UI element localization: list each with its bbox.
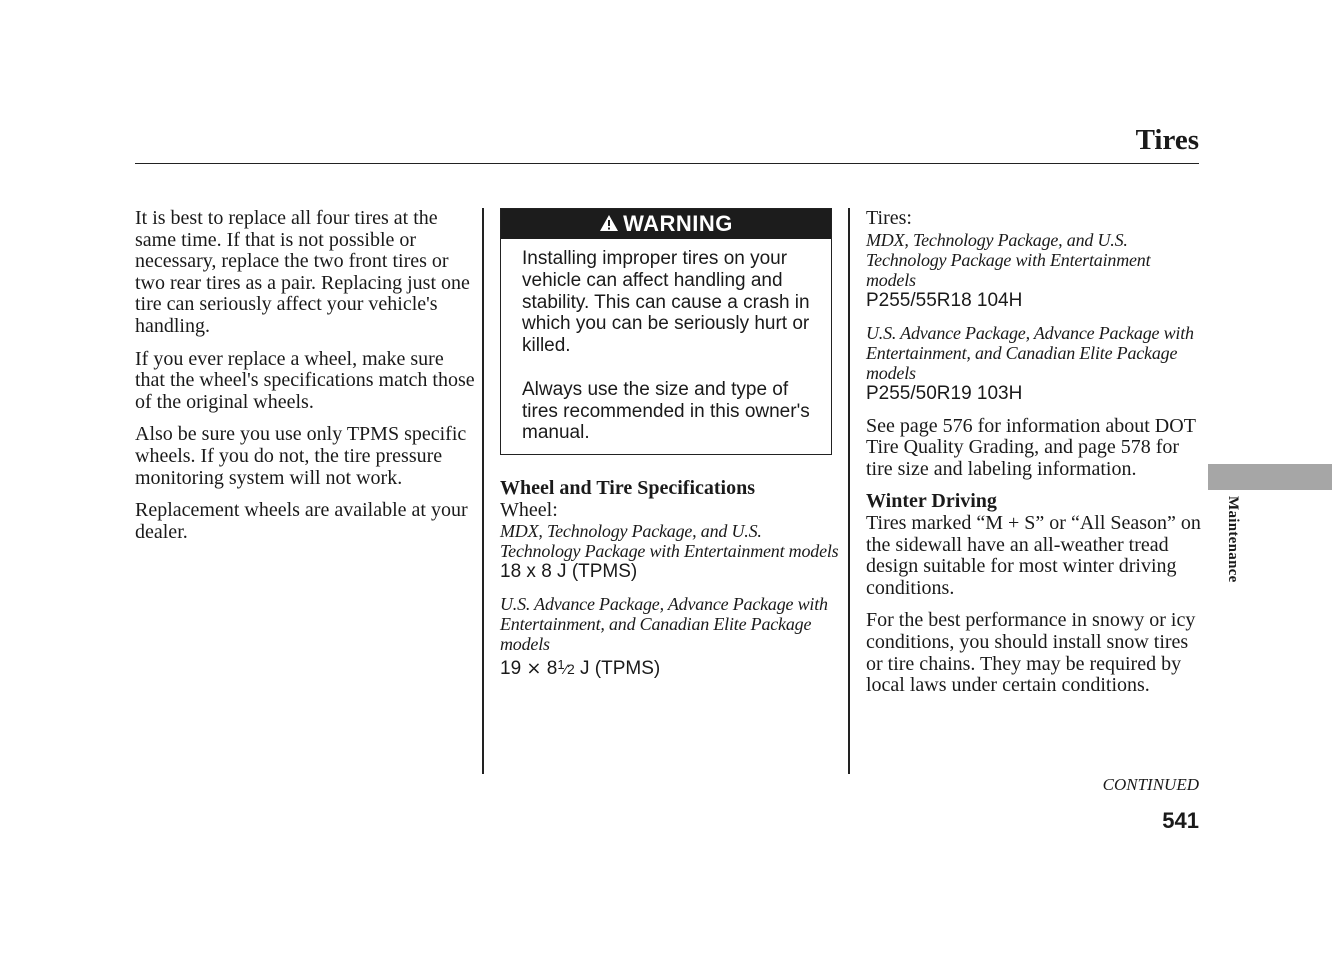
column-left xyxy=(135,208,475,554)
specs-section xyxy=(500,478,840,680)
continued-label: CONTINUED xyxy=(1102,775,1199,794)
winter-driving-heading: Winter Driving xyxy=(866,490,997,513)
wheel-model-1: MDX, Technology Package, and U.S. Technology Package with Entertainment models xyxy=(500,521,839,562)
warning-text-2: Always use the size and type of tires recommended in this owner's manual. xyxy=(522,378,810,444)
times-symbol: × xyxy=(526,658,542,680)
wheel-spec-2-prefix: 19 xyxy=(500,658,522,680)
wheel-label: Wheel: xyxy=(500,498,558,521)
header-rule xyxy=(135,163,1199,164)
warning-body xyxy=(501,239,831,454)
warning-text-1: Installing improper tires on your vehicle can affect handling and stability. This can cause a crash in which you can be seriously hurt or killed. xyxy=(522,248,810,357)
section-tab-label: Maintenance xyxy=(1225,496,1241,583)
column-right xyxy=(866,208,1202,708)
paragraph-tpms-wheels: Also be sure you use only TPMS specific wheels. If you do not, the tire pressure monitoring system will not work. xyxy=(135,423,467,489)
specs-heading: Wheel and Tire Specifications xyxy=(500,477,756,500)
paragraph-winter-1: Tires marked “M + S” or “All Season” on the sidewall have an all-weather tread design suitable for most winter driving conditions. xyxy=(866,511,1201,599)
wheel-spec-2 xyxy=(500,654,840,680)
fraction-numerator: 1 xyxy=(557,657,565,673)
tire-spec-1: P255/55R18 104H xyxy=(866,289,1023,311)
column-middle xyxy=(500,208,840,691)
column-divider-right xyxy=(848,208,850,774)
fraction-denominator: 2 xyxy=(566,661,575,678)
column-divider-left xyxy=(482,208,484,774)
tire-spec-2: P255/50R19 103H xyxy=(866,382,1023,404)
wheel-spec-2-whole: 8 xyxy=(546,658,558,680)
section-tab xyxy=(1208,464,1332,490)
tire-model-1: MDX, Technology Package, and U.S. Technology Package with Entertainment models xyxy=(866,229,1151,290)
paragraph-winter-2: For the best performance in snowy or icy conditions, you should install snow tires or tire chains. They may be required by local laws under certain conditions. xyxy=(866,609,1196,697)
tire-model-2: U.S. Advance Package, Advance Package with Entertainment, and Canadian Elite Package models xyxy=(866,322,1194,383)
page-title: Tires xyxy=(1135,124,1199,156)
page-number: 541 xyxy=(1162,808,1199,833)
tires-label: Tires: xyxy=(866,207,912,229)
wheel-spec-2-fraction: $^1$⁄2 xyxy=(557,657,575,678)
warning-box xyxy=(500,208,832,455)
warning-header xyxy=(501,209,831,239)
wheel-model-2: U.S. Advance Package, Advance Package with Entertainment, and Canadian Elite Package models xyxy=(500,594,828,655)
paragraph-dealer: Replacement wheels are available at your dealer. xyxy=(135,499,468,543)
paragraph-replace-wheel: If you ever replace a wheel, make sure that the wheel's specifications match those of the original wheels. xyxy=(135,347,475,413)
warning-triangle-icon xyxy=(599,210,619,240)
paragraph-replace-tires: It is best to replace all four tires at the same time. If that is not possible or necessary, replace the two front tires or two rear tires as a pair. Replacing just one tire can seriously affect your vehicle's handling. xyxy=(135,207,470,337)
warning-heading: WARNING xyxy=(623,211,733,236)
wheel-spec-1: 18 x 8 J (TPMS) xyxy=(500,561,638,583)
paragraph-dot-reference: See page 576 for information about DOT Tire Quality Grading, and page 578 for tire size and labeling information. xyxy=(866,414,1196,480)
wheel-spec-2-suffix: J (TPMS) xyxy=(580,658,661,680)
